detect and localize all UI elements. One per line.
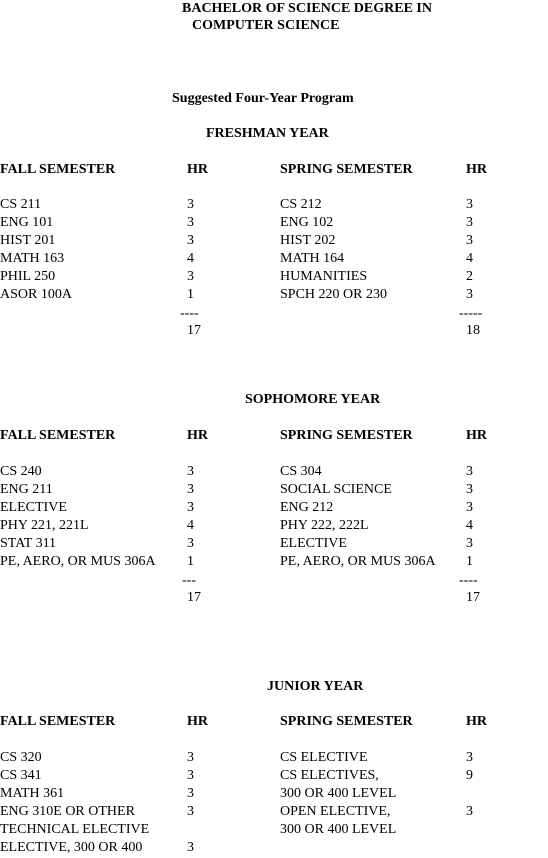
course-name: SPCH 220 OR 230: [280, 287, 387, 302]
course-name: 300 OR 400 LEVEL: [280, 786, 397, 801]
course-name: HIST 201: [0, 233, 56, 248]
sophomore-fall-hr-header: HR: [187, 428, 208, 443]
course-name: ELECTIVE: [280, 536, 347, 551]
course-hours: 2: [466, 269, 473, 284]
course-name: PHY 222, 222L: [280, 518, 369, 533]
fall-total-rule: ----: [180, 306, 199, 321]
course-hours: 3: [466, 197, 473, 212]
junior-spring-header: SPRING SEMESTER: [280, 714, 413, 729]
course-name: MATH 361: [0, 786, 65, 801]
course-name: STAT 311: [0, 536, 57, 551]
course-name: ENG 211: [0, 482, 53, 497]
course-hours: 3: [466, 215, 473, 230]
course-hours: 1: [187, 554, 194, 569]
freshman-year-heading: FRESHMAN YEAR: [206, 126, 329, 141]
fall-total-hours: 17: [187, 323, 201, 338]
course-name: CS 341: [0, 768, 42, 783]
course-name: SOCIAL SCIENCE: [280, 482, 392, 497]
course-name: MATH 163: [0, 251, 65, 266]
course-name: PHIL 250: [0, 269, 56, 284]
course-name: CS ELECTIVE: [280, 750, 368, 765]
course-name: ENG 102: [280, 215, 334, 230]
course-name: CS 240: [0, 464, 42, 479]
course-name: 300 OR 400 LEVEL: [280, 822, 397, 837]
course-hours: 3: [187, 197, 194, 212]
course-name: HUMANITIES: [280, 269, 368, 284]
spring-total-hours: 17: [466, 590, 480, 605]
course-name: CS ELECTIVES,: [280, 768, 379, 783]
course-hours: 3: [466, 536, 473, 551]
course-hours: 3: [187, 840, 194, 855]
freshman-fall-hr-header: HR: [187, 162, 208, 177]
course-hours: 3: [466, 287, 473, 302]
course-hours: 3: [187, 768, 194, 783]
course-name: HIST 202: [280, 233, 336, 248]
course-hours: 3: [187, 500, 194, 515]
junior-year-heading: JUNIOR YEAR: [267, 679, 364, 694]
course-name: ASOR 100A: [0, 287, 72, 302]
course-name: OPEN ELECTIVE,: [280, 804, 391, 819]
junior-spring-hr-header: HR: [466, 714, 487, 729]
junior-fall-hr-header: HR: [187, 714, 208, 729]
course-hours: 3: [466, 233, 473, 248]
freshman-spring-header: SPRING SEMESTER: [280, 162, 413, 177]
course-name: ENG 310E OR OTHER: [0, 804, 135, 819]
course-name: PE, AERO, OR MUS 306A: [0, 554, 156, 569]
course-hours: 4: [466, 251, 473, 266]
junior-fall-header: FALL SEMESTER: [0, 714, 116, 729]
freshman-spring-hr-header: HR: [466, 162, 487, 177]
course-hours: 3: [187, 482, 194, 497]
course-hours: 3: [466, 750, 473, 765]
spring-total-rule: ----: [459, 573, 478, 588]
sophomore-spring-hr-header: HR: [466, 428, 487, 443]
course-name: PE, AERO, OR MUS 306A: [280, 554, 436, 569]
course-hours: 3: [466, 482, 473, 497]
course-name: PHY 221, 221L: [0, 518, 89, 533]
spring-total-hours: 18: [466, 323, 480, 338]
fall-total-rule: ---: [182, 573, 196, 588]
course-hours: 3: [466, 804, 473, 819]
sophomore-spring-header: SPRING SEMESTER: [280, 428, 413, 443]
course-hours: 3: [187, 804, 194, 819]
course-hours: 4: [187, 518, 194, 533]
course-name: ENG 212: [280, 500, 334, 515]
course-hours: 3: [466, 464, 473, 479]
program-subtitle: Suggested Four-Year Program: [172, 91, 354, 106]
course-name: TECHNICAL ELECTIVE: [0, 822, 150, 837]
course-name: ELECTIVE: [0, 500, 67, 515]
course-hours: 3: [466, 500, 473, 515]
document-title-line-1: BACHELOR OF SCIENCE DEGREE IN: [182, 1, 432, 16]
course-hours: 1: [187, 287, 194, 302]
course-name: CS 211: [0, 197, 42, 212]
fall-total-hours: 17: [187, 590, 201, 605]
course-hours: 3: [187, 269, 194, 284]
course-hours: 3: [187, 750, 194, 765]
course-hours: 4: [466, 518, 473, 533]
sophomore-year-heading: SOPHOMORE YEAR: [245, 392, 381, 407]
course-hours: 4: [187, 251, 194, 266]
course-name: CS 320: [0, 750, 42, 765]
course-name: MATH 164: [280, 251, 345, 266]
course-name: CS 304: [280, 464, 322, 479]
course-hours: 9: [466, 768, 473, 783]
spring-total-rule: -----: [459, 306, 483, 321]
freshman-fall-header: FALL SEMESTER: [0, 162, 116, 177]
course-hours: 3: [187, 464, 194, 479]
course-hours: 1: [466, 554, 473, 569]
course-hours: 3: [187, 536, 194, 551]
course-name: ELECTIVE, 300 OR 400: [0, 840, 143, 855]
course-hours: 3: [187, 233, 194, 248]
document-title-line-2: COMPUTER SCIENCE: [192, 18, 340, 33]
course-hours: 3: [187, 215, 194, 230]
course-name: CS 212: [280, 197, 322, 212]
course-name: ENG 101: [0, 215, 54, 230]
sophomore-fall-header: FALL SEMESTER: [0, 428, 116, 443]
course-hours: 3: [187, 786, 194, 801]
